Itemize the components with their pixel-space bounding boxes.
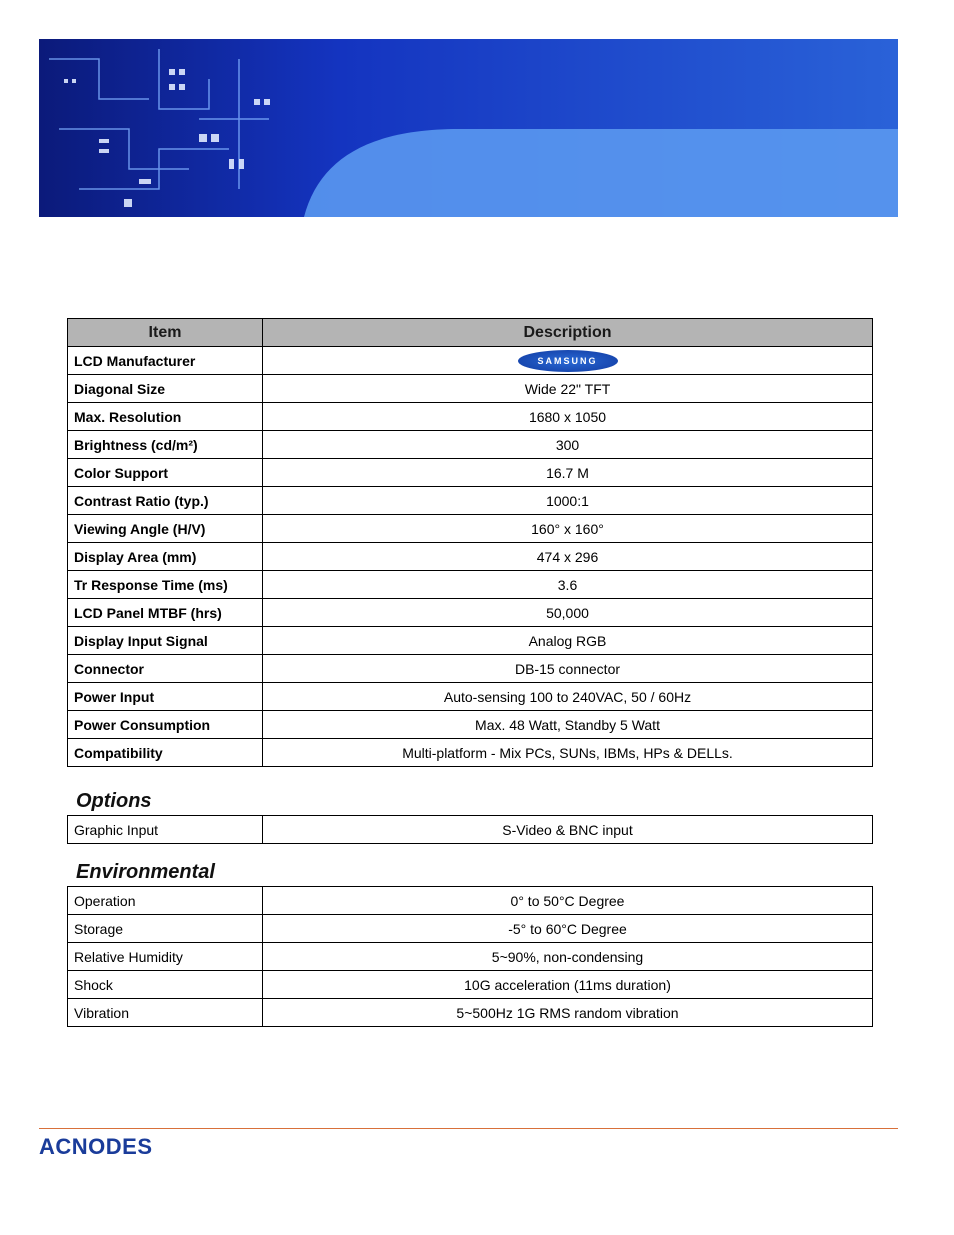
- spec-item: Power Input: [68, 683, 263, 711]
- samsung-logo: SAMSUNG: [518, 350, 618, 372]
- table-row: [68, 739, 873, 767]
- spec-description: 474 x 296: [263, 543, 873, 571]
- table-row: [68, 599, 873, 627]
- spec-description: 50,000: [263, 599, 873, 627]
- env-description: 5~500Hz 1G RMS random vibration: [263, 999, 873, 1027]
- table-row: [68, 459, 873, 487]
- spec-item: Display Input Signal: [68, 627, 263, 655]
- spec-item: Tr Response Time (ms): [68, 571, 263, 599]
- table-row: [68, 487, 873, 515]
- circuit-board-graphic: [39, 39, 898, 217]
- spec-description: Auto-sensing 100 to 240VAC, 50 / 60Hz: [263, 683, 873, 711]
- table-row: [68, 943, 873, 971]
- table-row: [68, 711, 873, 739]
- table-row: [68, 347, 873, 375]
- table-row: [68, 627, 873, 655]
- spec-item: Diagonal Size: [68, 375, 263, 403]
- footer-divider: [39, 1128, 898, 1129]
- spec-description: 300: [263, 431, 873, 459]
- table-header-row: [68, 319, 873, 347]
- spec-description: DB-15 connector: [263, 655, 873, 683]
- acnodes-logo: ACNODES: [39, 1134, 153, 1159]
- table-row: [68, 403, 873, 431]
- spec-description: 160° x 160°: [263, 515, 873, 543]
- env-description: 10G acceleration (11ms duration): [263, 971, 873, 999]
- options-section-title: Options: [76, 790, 152, 812]
- env-item: Operation: [68, 887, 263, 915]
- env-description: -5° to 60°C Degree: [263, 915, 873, 943]
- spec-description: 1680 x 1050: [263, 403, 873, 431]
- env-description: 5~90%, non-condensing: [263, 943, 873, 971]
- option-item: Graphic Input: [68, 816, 263, 844]
- env-item: Shock: [68, 971, 263, 999]
- spec-description: [263, 347, 873, 375]
- env-item: Relative Humidity: [68, 943, 263, 971]
- header-banner: [39, 39, 898, 217]
- table-row: [68, 431, 873, 459]
- environmental-section-title: Environmental: [76, 861, 215, 883]
- spec-description: Wide 22" TFT: [263, 375, 873, 403]
- environmental-table: [67, 886, 873, 1027]
- table-row: [68, 999, 873, 1027]
- env-description: 0° to 50°C Degree: [263, 887, 873, 915]
- spec-item: Contrast Ratio (typ.): [68, 487, 263, 515]
- table-row: [68, 375, 873, 403]
- env-item: Vibration: [68, 999, 263, 1027]
- spec-item: Compatibility: [68, 739, 263, 767]
- table-row: [68, 571, 873, 599]
- spec-item: Viewing Angle (H/V): [68, 515, 263, 543]
- env-item: Storage: [68, 915, 263, 943]
- spec-description: 16.7 M: [263, 459, 873, 487]
- spec-description: 3.6: [263, 571, 873, 599]
- spec-description: Analog RGB: [263, 627, 873, 655]
- spec-item: Brightness (cd/m²): [68, 431, 263, 459]
- spec-description: Max. 48 Watt, Standby 5 Watt: [263, 711, 873, 739]
- specifications-table: [67, 318, 873, 767]
- table-row: [68, 515, 873, 543]
- table-row: [68, 915, 873, 943]
- spec-item: Display Area (mm): [68, 543, 263, 571]
- column-header-item: Item: [68, 319, 263, 347]
- table-row: [68, 887, 873, 915]
- spec-description: 1000:1: [263, 487, 873, 515]
- spec-item: Power Consumption: [68, 711, 263, 739]
- spec-item: Connector: [68, 655, 263, 683]
- table-row: [68, 683, 873, 711]
- column-header-description: Description: [263, 319, 873, 347]
- table-row: [68, 655, 873, 683]
- table-row: [68, 971, 873, 999]
- table-row: [68, 816, 873, 844]
- spec-description: Multi-platform - Mix PCs, SUNs, IBMs, HPs & DELLs.: [263, 739, 873, 767]
- spec-item: Color Support: [68, 459, 263, 487]
- spec-item: LCD Panel MTBF (hrs): [68, 599, 263, 627]
- options-table: [67, 815, 873, 844]
- spec-item: Max. Resolution: [68, 403, 263, 431]
- option-description: S-Video & BNC input: [263, 816, 873, 844]
- spec-item: LCD Manufacturer: [68, 347, 263, 375]
- table-row: [68, 543, 873, 571]
